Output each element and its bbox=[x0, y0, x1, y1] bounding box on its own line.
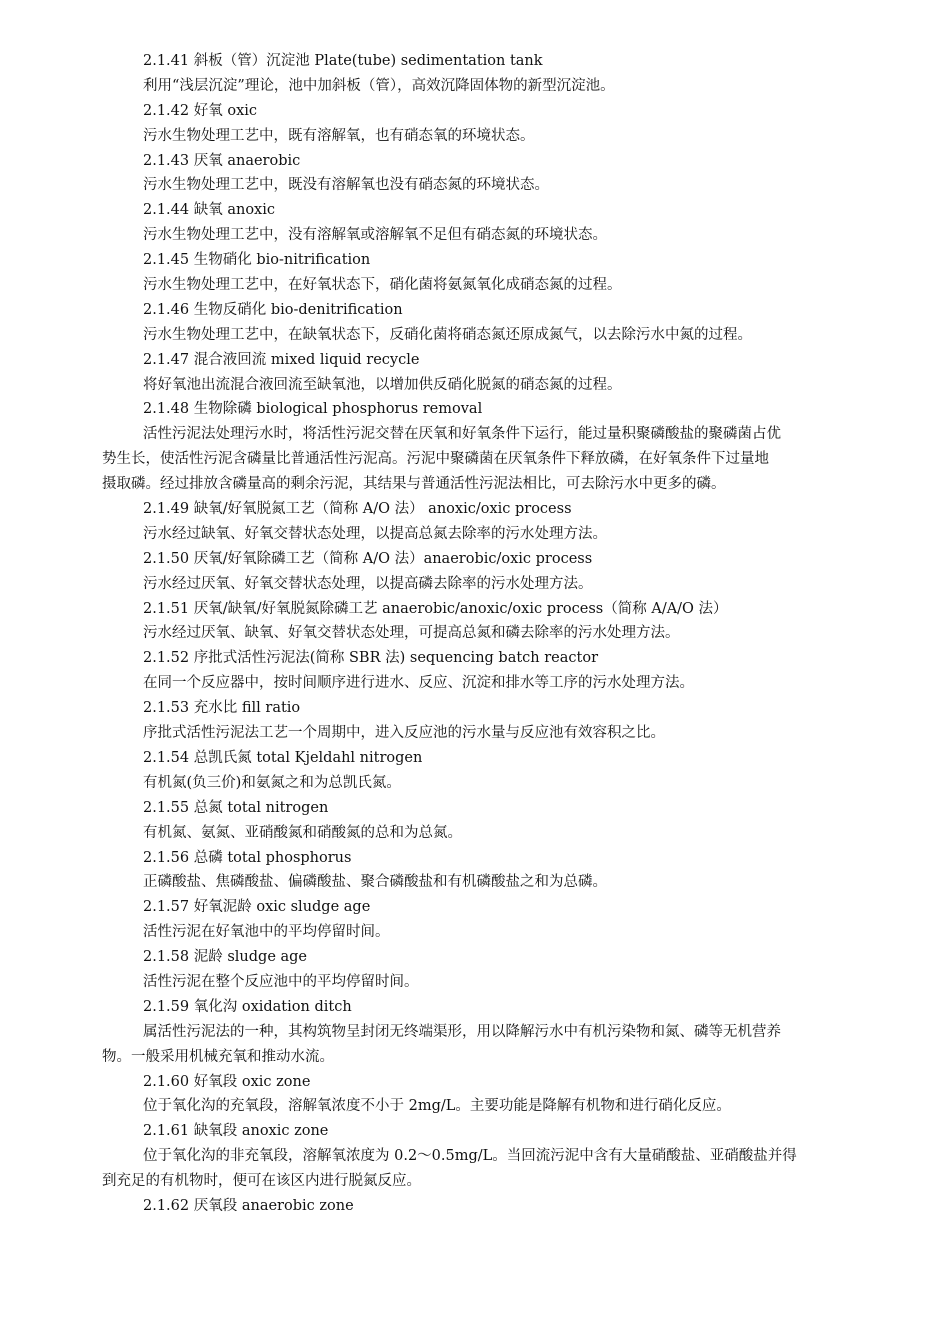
entry-heading: 2.1.41 斜板（管）沉淀池 Plate(tube) sedimentation tank bbox=[143, 53, 543, 69]
entry-definition: 污水经过厌氧、缺氧、好氧交替状态处理，可提高总氮和磷去除率的污水处理方法。 bbox=[143, 625, 680, 642]
entry-definition: 位于氧化沟的充氧段，溶解氧浓度不小于 2mg/L。主要功能是降解有机物和进行硝化反应。 bbox=[143, 1098, 731, 1115]
entry-heading: 2.1.53 充水比 fill ratio bbox=[143, 700, 301, 717]
entry-heading: 2.1.48 生物除磷 biological phosphorus removal bbox=[143, 401, 483, 418]
entry-paragraph-line: 物。一般采用机械充氧和推动水流。 bbox=[102, 1048, 334, 1065]
document-page bbox=[102, 49, 878, 1219]
entry-heading: 2.1.47 混合液回流 mixed liquid recycle bbox=[143, 351, 420, 368]
entry-definition: 将好氧池出流混合液回流至缺氧池，以增加供反硝化脱氮的硝态氮的过程。 bbox=[143, 376, 622, 393]
entry-definition: 在同一个反应器中，按时间顺序进行进水、反应、沉淀和排水等工序的污水处理方法。 bbox=[143, 675, 694, 692]
entry-definition: 污水经过厌氧、好氧交替状态处理，以提高磷去除率的污水处理方法。 bbox=[143, 575, 593, 592]
entry-paragraph-line: 活性污泥法处理污水时，将活性污泥交替在厌氧和好氧条件下运行，能过量积聚磷酸盐的聚磷菌占优 bbox=[143, 426, 781, 443]
entry-heading: 2.1.44 缺氧 anoxic bbox=[143, 202, 275, 219]
entry-heading: 2.1.55 总氮 total nitrogen bbox=[143, 799, 329, 816]
entry-definition: 有机氮(负三价)和氨氮之和为总凯氏氮。 bbox=[143, 774, 401, 791]
entry-heading: 2.1.51 厌氧/缺氧/好氧脱氮除磷工艺 anaerobic/anoxic/oxic process（简称 A/A/O 法） bbox=[143, 600, 728, 617]
entry-definition: 正磷酸盐、焦磷酸盐、偏磷酸盐、聚合磷酸盐和有机磷酸盐之和为总磷。 bbox=[143, 874, 607, 891]
entry-paragraph-line: 摄取磷。经过排放含磷量高的剩余污泥，其结果与普通活性污泥法相比，可去除污水中更多的磷。 bbox=[102, 476, 726, 493]
entry-paragraph-line: 势生长，使活性污泥含磷量比普通活性污泥高。污泥中聚磷菌在厌氧条件下释放磷，在好氧条件下过量地 bbox=[102, 451, 769, 468]
entry-definition: 利用“浅层沉淀”理论，池中加斜板（管），高效沉降固体物的新型沉淀池。 bbox=[143, 77, 615, 94]
entry-heading: 2.1.57 好氧泥龄 oxic sludge age bbox=[143, 899, 371, 916]
entry-heading: 2.1.43 厌氧 anaerobic bbox=[143, 152, 301, 169]
entry-definition: 污水生物处理工艺中，没有溶解氧或溶解氧不足但有硝态氮的环境状态。 bbox=[143, 227, 607, 244]
entry-heading: 2.1.46 生物反硝化 bio-denitrification bbox=[143, 301, 403, 318]
entry-definition: 有机氮、氨氮、亚硝酸氮和硝酸氮的总和为总氮。 bbox=[143, 824, 462, 841]
entry-heading: 2.1.50 厌氧/好氧除磷工艺（简称 A/O 法）anaerobic/oxic process bbox=[143, 550, 593, 567]
entry-definition: 序批式活性污泥法工艺一个周期中，进入反应池的污水量与反应池有效容积之比。 bbox=[143, 725, 665, 742]
entry-heading: 2.1.45 生物硝化 bio-nitrification bbox=[143, 252, 371, 269]
entry-heading: 2.1.56 总磷 total phosphorus bbox=[143, 849, 352, 866]
entry-heading: 2.1.42 好氧 oxic bbox=[143, 102, 258, 119]
entry-heading: 2.1.61 缺氧段 anoxic zone bbox=[143, 1123, 329, 1140]
entry-heading: 2.1.62 厌氧段 anaerobic zone bbox=[143, 1197, 354, 1214]
entry-definition: 污水生物处理工艺中，在缺氧状态下，反硝化菌将硝态氮还原成氮气，以去除污水中氮的过程。 bbox=[143, 326, 752, 343]
entry-paragraph-line: 位于氧化沟的非充氧段，溶解氧浓度为 0.2～0.5mg/L。当回流污泥中含有大量硝酸盐、亚硝酸盐并得 bbox=[143, 1148, 797, 1165]
entry-definition: 污水生物处理工艺中，既有溶解氧，也有硝态氧的环境状态。 bbox=[143, 127, 535, 144]
entry-definition: 污水经过缺氧、好氧交替状态处理，以提高总氮去除率的污水处理方法。 bbox=[143, 525, 607, 542]
entry-heading: 2.1.52 序批式活性污泥法(简称 SBR 法) sequencing batch reactor bbox=[143, 650, 599, 667]
entry-definition: 污水生物处理工艺中，既没有溶解氧也没有硝态氮的环境状态。 bbox=[143, 177, 549, 194]
entry-heading: 2.1.49 缺氧/好氧脱氮工艺（简称 A/O 法） anoxic/oxic process bbox=[143, 501, 572, 518]
entry-heading: 2.1.59 氧化沟 oxidation ditch bbox=[143, 998, 352, 1015]
entry-heading: 2.1.54 总凯氏氮 total Kjeldahl nitrogen bbox=[143, 749, 423, 766]
entry-heading: 2.1.60 好氧段 oxic zone bbox=[143, 1073, 311, 1090]
entry-definition: 活性污泥在好氧池中的平均停留时间。 bbox=[143, 924, 390, 941]
entry-definition: 活性污泥在整个反应池中的平均停留时间。 bbox=[143, 973, 419, 990]
entry-heading: 2.1.58 泥龄 sludge age bbox=[143, 949, 308, 966]
entry-definition: 污水生物处理工艺中，在好氧状态下，硝化菌将氨氮氧化成硝态氮的过程。 bbox=[143, 277, 622, 294]
entry-paragraph-line: 到充足的有机物时，便可在该区内进行脱氮反应。 bbox=[102, 1173, 421, 1190]
entry-paragraph-line: 属活性污泥法的一种，其构筑物呈封闭无终端渠形，用以降解污水中有机污染物和氮、磷等无机营养 bbox=[143, 1023, 781, 1040]
